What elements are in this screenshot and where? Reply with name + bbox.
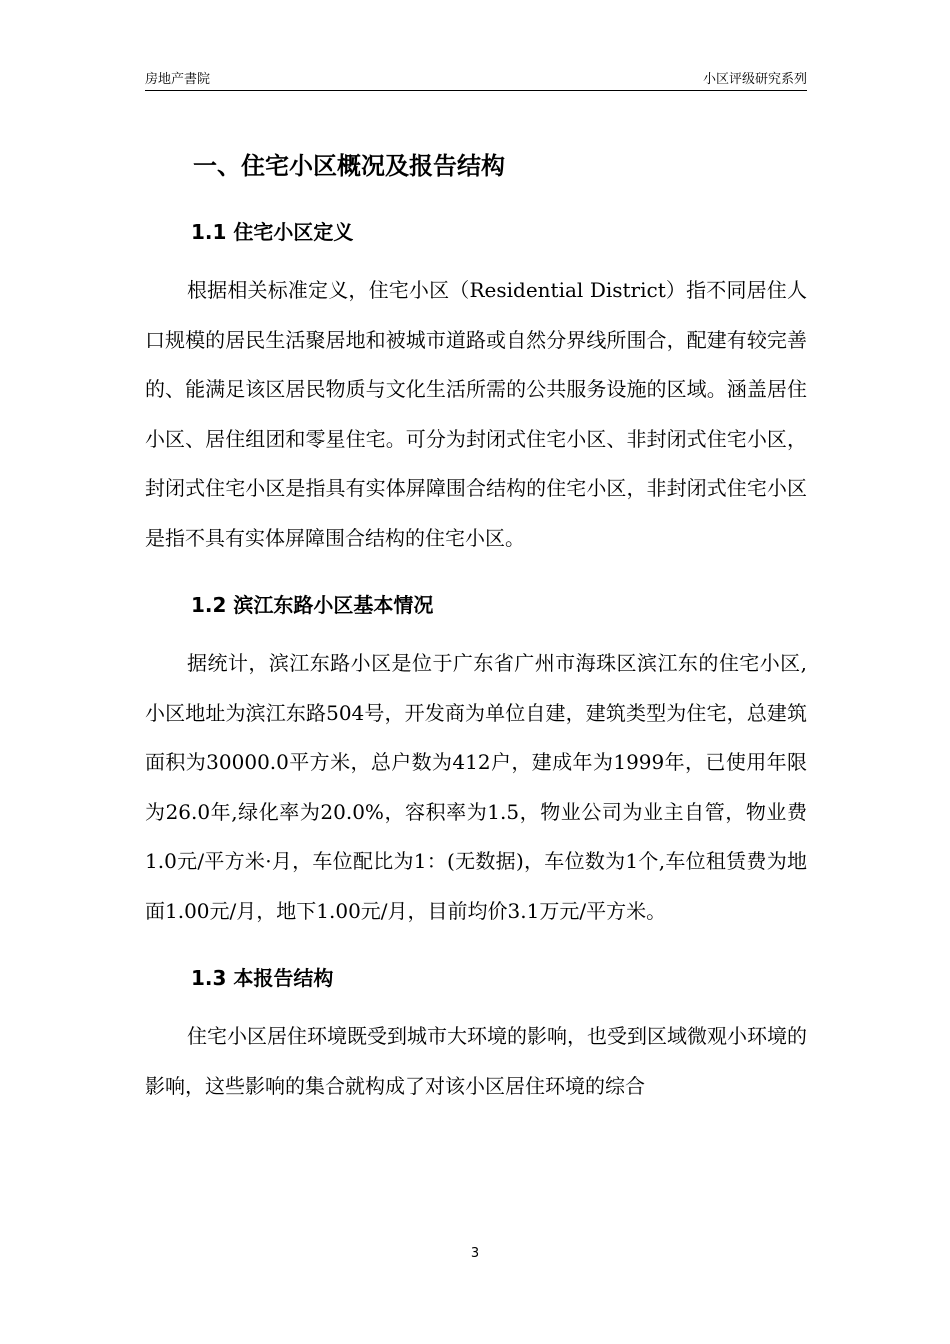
section-title-1-1: 1.1 住宅小区定义	[191, 220, 354, 244]
section-paragraph-1-1: 根据相关标准定义，住宅小区（Residential District）指不同居住人口规模的居民生活聚居地和被城市道路或自然分界线所围合，配建有较完善的、能满足该区居民物质与文化生活所需的公共服务设施的区域。涵盖居住小区、居住组团和零星住宅。可分为封闭式住宅小区、非封闭式住宅小区，封闭式住宅小区是指具有实体屏障围合结构的住宅小区，非封闭式住宅小区是指不具有实体屏障围合结构的住宅小区。	[145, 278, 807, 550]
page-number: 3	[470, 1246, 480, 1261]
chapter-title: 一、住宅小区概况及报告结构	[193, 152, 505, 180]
section-paragraph-1-2: 据统计，滨江东路小区是位于广东省广州市海珠区滨江东的住宅小区,小区地址为滨江东路504号，开发商为单位自建，建筑类型为住宅，总建筑面积为30000.0平方米，总户数为412户，建成年为1999年，已使用年限为26.0年,绿化率为20.0%，容积率为1.5，物业公司为业主自管，物业费1.0元/平方米·月，车位配比为1：(无数据)，车位数为1个,车位租赁费为地面1.00元/月，地下1.00元/月，目前均价3.1万元/平方米。	[145, 651, 807, 923]
page-content	[145, 140, 807, 1111]
page-header	[145, 64, 807, 91]
header-left-text: 房地产書院	[145, 72, 211, 87]
header-right-text: 小区评级研究系列	[702, 72, 807, 87]
section-title-1-2: 1.2 滨江东路小区基本情况	[191, 593, 434, 617]
section-title-1-3: 1.3 本报告结构	[191, 966, 334, 990]
section-paragraph-1-3: 住宅小区居住环境既受到城市大环境的影响，也受到区域微观小环境的影响，这些影响的集合就构成了对该小区居住环境的综合	[145, 1024, 807, 1098]
